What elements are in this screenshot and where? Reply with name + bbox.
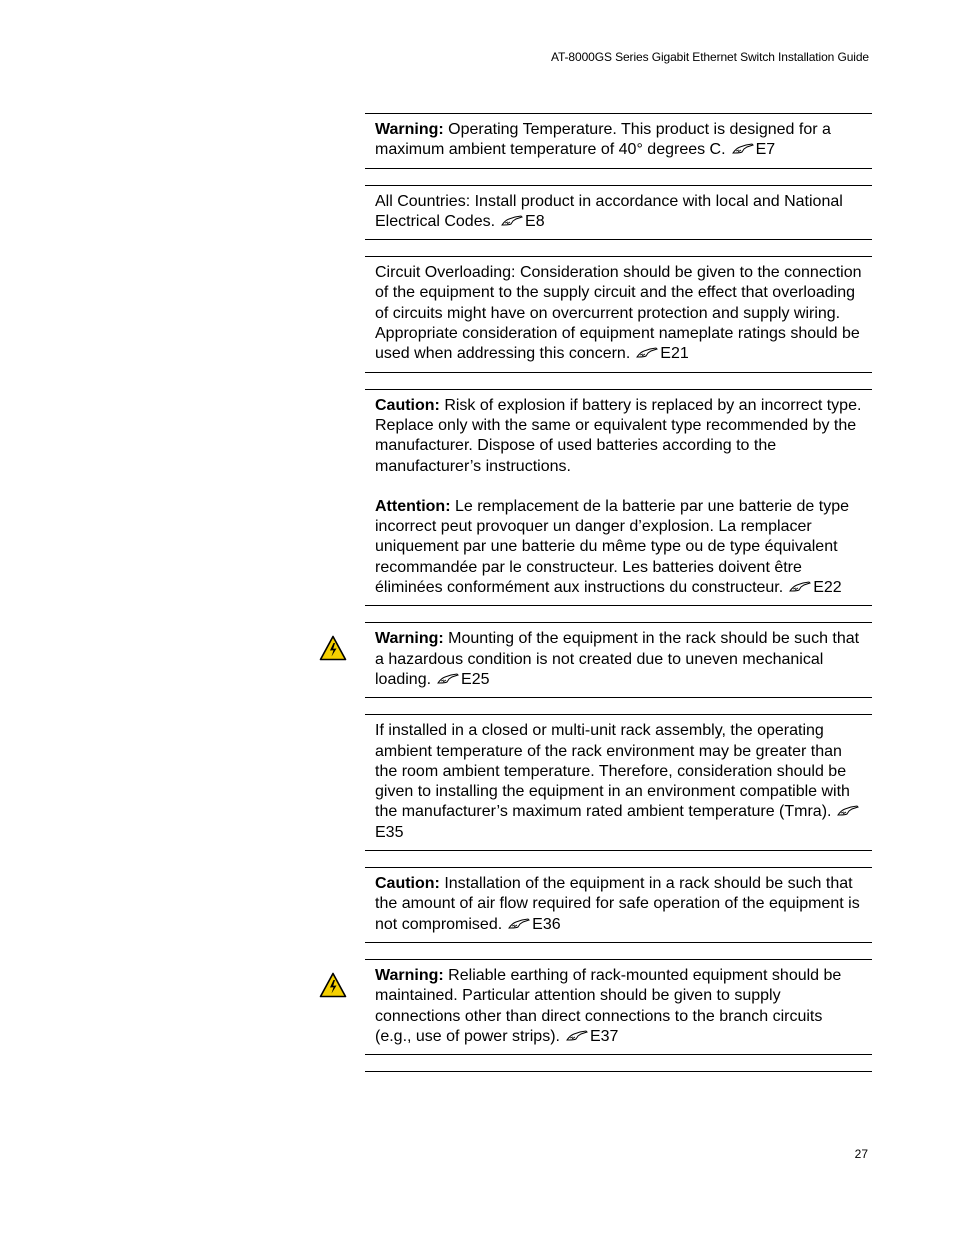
statement-body: Reliable earthing of rack-mounted equipment should be maintained. Particular attention should be given to supply connections other than direct connections to the branch circuits (e.g., use of power strips). xyxy=(375,966,842,1045)
statement-body: Risk of explosion if battery is replaced by an incorrect type. Replace only with the same or equivalent type recommended by the manufacturer. Dispose of used batteries according to the manufacturer’s instructions. xyxy=(375,396,862,475)
statement-code: E22 xyxy=(813,579,842,597)
statement-code: E21 xyxy=(660,345,689,363)
statement-code: E8 xyxy=(525,212,545,230)
statement-e8 xyxy=(365,185,872,241)
statement-e22 xyxy=(365,389,872,607)
writing-hand-icon xyxy=(508,918,530,930)
statement-lead: Caution: xyxy=(375,396,440,414)
statement-text xyxy=(375,120,862,161)
statement-code: E25 xyxy=(461,670,490,688)
statement-body: All Countries: Install product in accordance with local and National Electrical Codes. xyxy=(375,192,843,230)
statement-text xyxy=(375,396,862,477)
statement-text xyxy=(375,192,862,233)
statement-text xyxy=(375,721,862,843)
statement-e36 xyxy=(365,867,872,943)
statement-code: E36 xyxy=(532,915,561,933)
statement-text xyxy=(375,966,862,1047)
statement-text-french xyxy=(375,497,862,598)
electrical-hazard-icon xyxy=(319,635,347,661)
statement-text xyxy=(375,874,862,935)
writing-hand-icon xyxy=(566,1030,588,1042)
statement-lead: Warning: xyxy=(375,966,444,984)
statement-body: Operating Temperature. This product is designed for a maximum ambient temperature of 40° degrees C. xyxy=(375,121,831,159)
statement-body: Installation of the equipment in a rack should be such that the amount of air flow required for safe operation of the equipment is not compromised. xyxy=(375,875,860,933)
statement-code: E35 xyxy=(375,823,404,841)
running-header: AT-8000GS Series Gigabit Ethernet Switch Installation Guide xyxy=(550,50,869,64)
writing-hand-icon xyxy=(837,805,859,817)
writing-hand-icon xyxy=(732,143,754,155)
writing-hand-icon xyxy=(501,215,523,227)
statement-body: Mounting of the equipment in the rack should be such that a hazardous condition is not created due to uneven mechanical loading. xyxy=(375,630,860,688)
statement-text xyxy=(375,263,862,364)
statement-body: Le remplacement de la batterie par une batterie de type incorrect peut provoquer un danger d’explosion. La remplacer uniquement par une batterie du même type ou de type équivalent recommandée par le constructeur. Les batteries doivent être éliminées conformément aux instructions du constructeur. xyxy=(375,497,849,597)
statement-code: E7 xyxy=(755,141,776,159)
writing-hand-icon xyxy=(437,673,459,685)
writing-hand-icon xyxy=(789,581,811,593)
closing-rule xyxy=(365,1071,872,1072)
statement-code: E37 xyxy=(589,1027,619,1045)
statement-e37 xyxy=(365,959,872,1055)
statement-body: Circuit Overloading: Consideration should be given to the connection of the equipment to the supply circuit and the effect that overloading of circuits might have on overcurrent protection and supply wiring. Appropriate consideration of equipment nameplate ratings should be used when addressing this concern. xyxy=(375,264,862,363)
statement-lead: Attention: xyxy=(375,497,451,515)
statement-e25 xyxy=(365,622,872,698)
statement-lead: Warning: xyxy=(375,121,444,138)
safety-statements xyxy=(365,113,872,1072)
statement-e21 xyxy=(365,256,872,372)
statement-e7 xyxy=(365,113,872,169)
statement-lead: Warning: xyxy=(375,630,444,648)
statement-text xyxy=(375,629,862,690)
statement-e35 xyxy=(365,714,872,851)
statement-body: If installed in a closed or multi-unit rack assembly, the operating ambient temperature of the rack environment may be greater than the room ambient temperature. Therefore, consideration should be given to installing the equipment in an environment compatible with the manufacturer’s maximum rated ambient temperature (Tmra). xyxy=(375,722,850,821)
writing-hand-icon xyxy=(636,347,658,359)
electrical-hazard-icon xyxy=(319,972,347,998)
page-number: 27 xyxy=(854,1147,868,1161)
statement-lead: Caution: xyxy=(375,875,440,893)
